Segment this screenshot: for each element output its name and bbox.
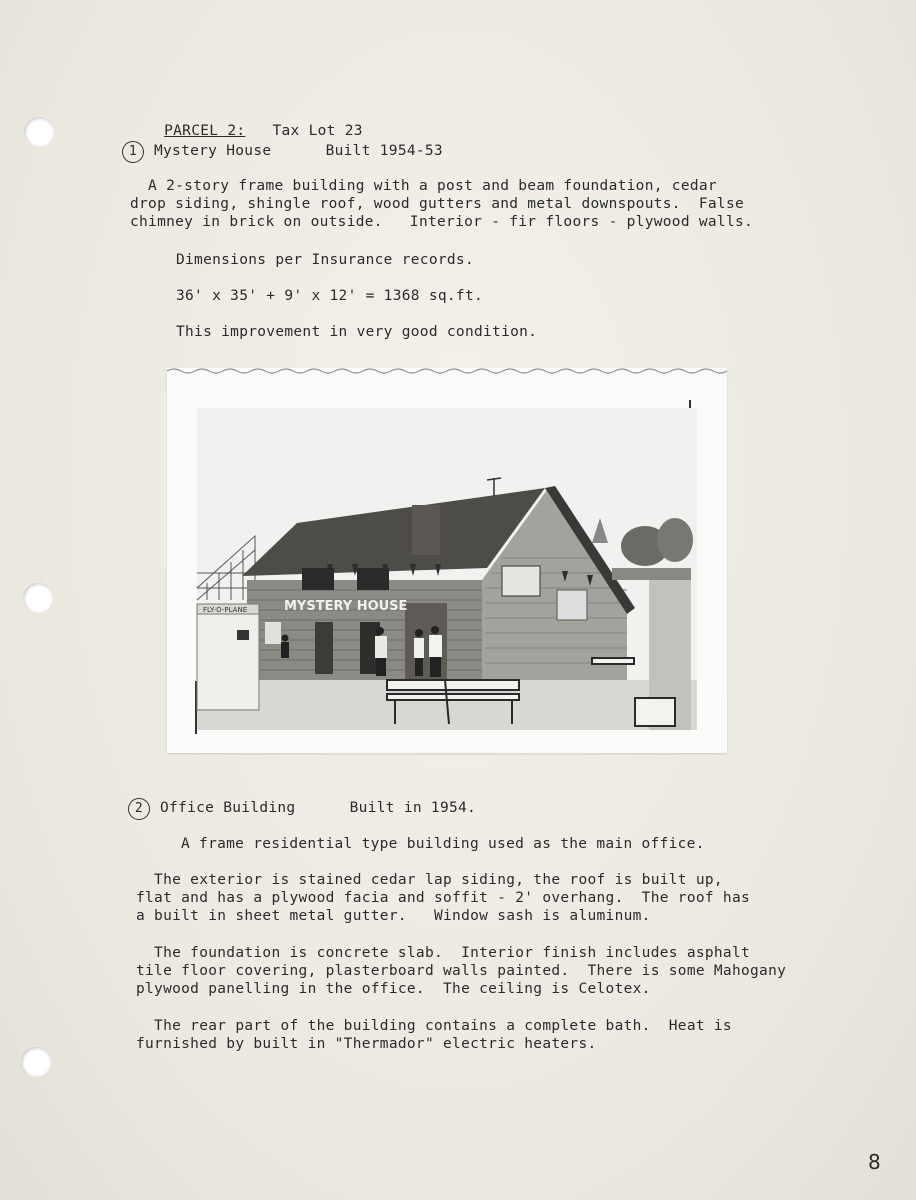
item1-desc-line3: chimney in brick on outside. Interior - fir floors - plywood walls. [130,214,754,230]
item2-name: Office Building [160,800,296,816]
binder-hole-bottom [21,1047,51,1077]
item2-para2-line2: flat and has a plywood facia and soffit - 2' overhang. The roof has [136,890,751,906]
item1-dimensions-note: Dimensions per Insurance records. [176,252,474,268]
item2-para1: A frame residential type building used as the main office. [181,836,705,852]
mystery-house-photo [167,368,727,753]
item1-desc-line1: A 2-story frame building with a post and beam foundation, cedar [130,178,717,194]
item2-para4-line2: furnished by built in "Thermador" electric heaters. [136,1036,597,1052]
item2-para2-line3: a built in sheet metal gutter. Window sash is aluminum. [136,908,651,924]
item2-para4-line1: The rear part of the building contains a complete bath. Heat is [136,1018,732,1034]
page-number: 8 [868,1150,881,1174]
binder-hole-top [24,117,54,147]
parcel-label: PARCEL 2: [164,123,246,139]
item2-para2-line1: The exterior is stained cedar lap siding, the roof is built up, [136,872,723,888]
item2-para3-line3: plywood panelling in the office. The ceiling is Celotex. [136,981,651,997]
item1-heading [122,141,443,163]
tax-lot: Tax Lot 23 [272,123,363,139]
booth-sign: FLY-O-PLANE [203,606,248,614]
item2-built: Built in 1954. [349,800,477,816]
item1-desc-line2: drop siding, shingle roof, wood gutters and metal downspouts. False [130,196,745,212]
item1-condition: This improvement in very good condition. [176,324,538,340]
item1-dimensions: 36' x 35' + 9' x 12' = 1368 sq.ft. [176,288,484,304]
item2-para3-line1: The foundation is concrete slab. Interior finish includes asphalt [136,945,751,961]
binder-hole-middle [23,583,53,613]
item1-number: 1 [122,141,144,163]
item2-heading [128,798,476,820]
mystery-house-sign: MYSTERY HOUSE [284,599,408,614]
item2-number: 2 [128,798,150,820]
item1-built: Built 1954-53 [325,143,443,159]
item1-name: Mystery House [154,143,272,159]
item2-para3-line2: tile floor covering, plasterboard walls painted. There is some Mahogany [136,963,787,979]
